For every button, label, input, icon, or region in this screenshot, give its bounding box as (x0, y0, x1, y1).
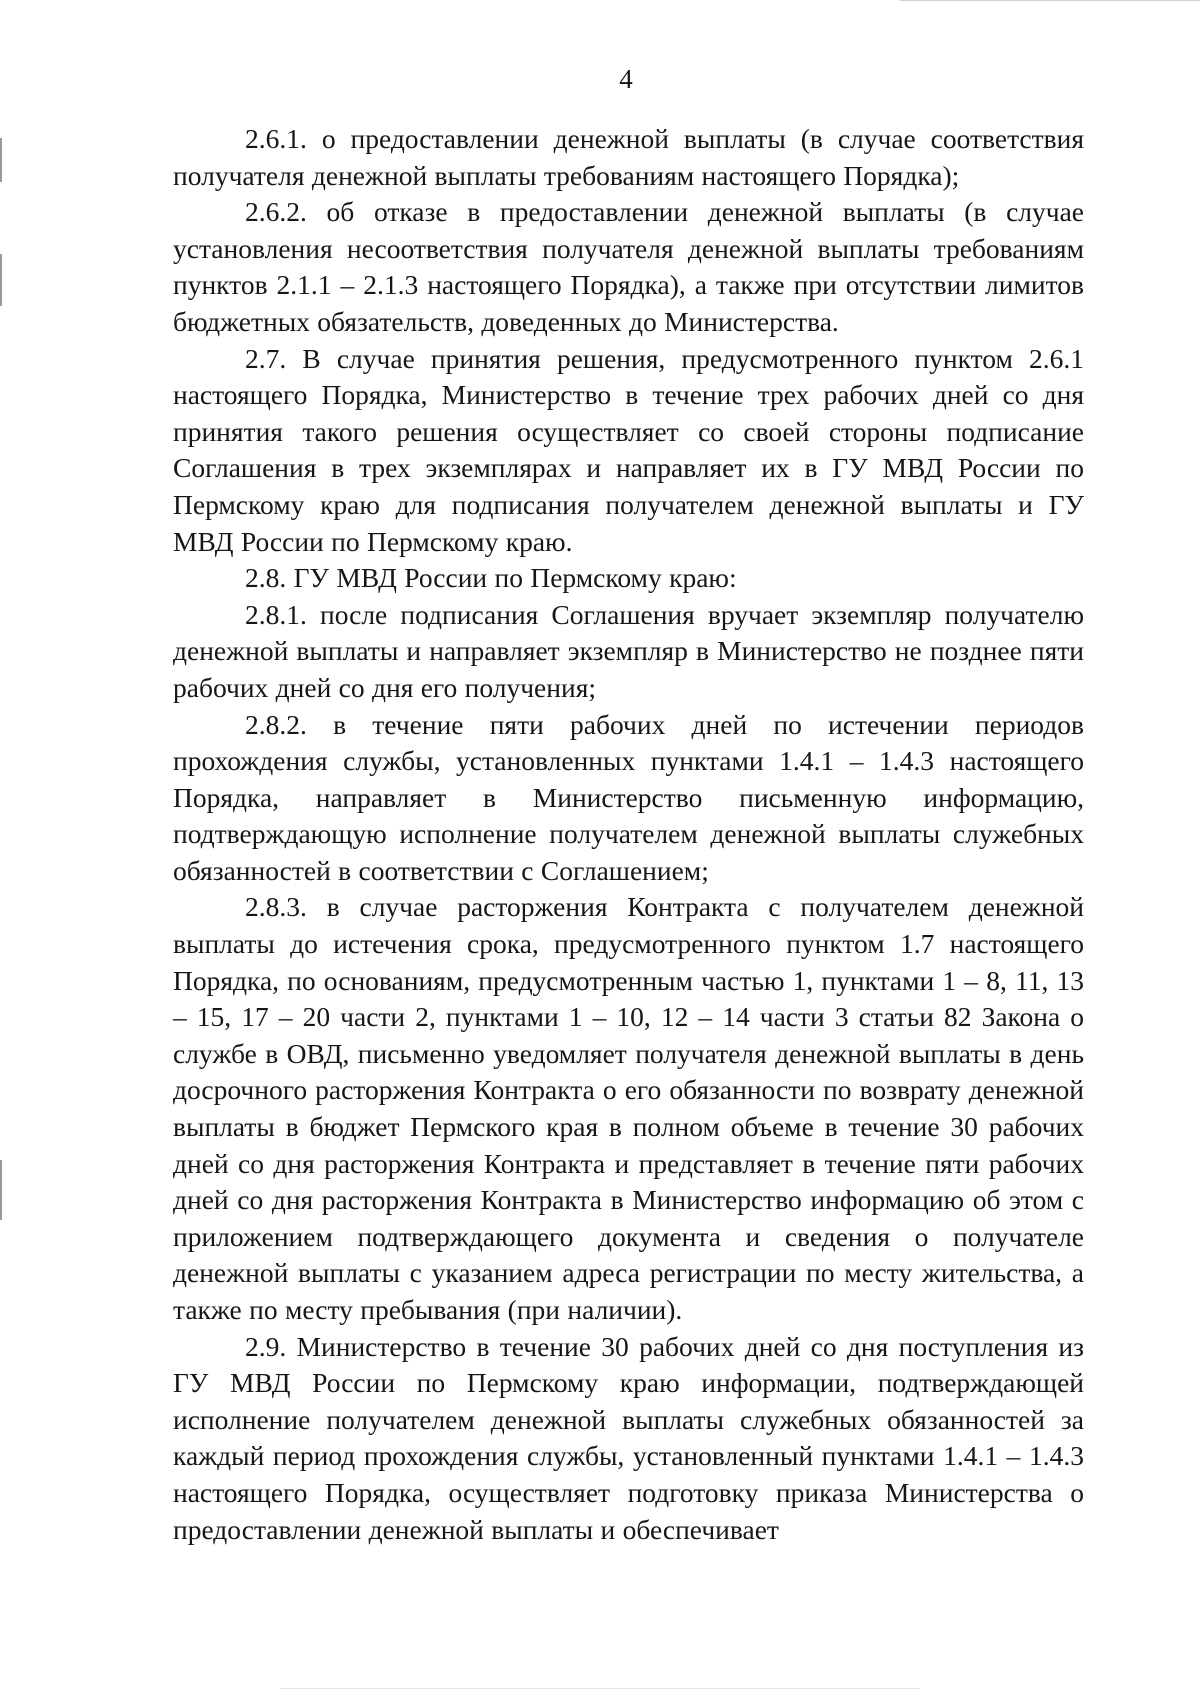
paragraph-2-8-3: 2.8.3. в случае расторжения Контракта с получателем денежной выплаты до истечения срока, предусмотренного пунктом 1.7 настоящего Порядка, по основаниям, предусмотренным частью 1, пунктами 1 – 8, 11, 13 – 15, 17 – 20 части 2, пунктами 1 – 10, 12 – 14 части 3 статьи 82 Закона о службе в ОВД, письменно уведомляет получателя денежной выплаты в день досрочного расторжения Контракта о его обязанности по возврату денежной выплаты в бюджет Пермского края в полном объеме в течение 30 рабочих дней со дня расторжения Контракта и представляет в течение пяти рабочих дней со дня расторжения Контракта в Министерство информацию об этом с приложением подтверждающего документа и сведения о получателе денежной выплаты с указанием адреса регистрации по месту жительства, а также по месту пребывания (при наличии). (173, 891, 1084, 1325)
scan-artifact-left (0, 138, 2, 182)
page-number: 4 (619, 64, 633, 94)
paragraph-2-9: 2.9. Министерство в течение 30 рабочих дней со дня поступления из ГУ МВД России по Пермскому краю информации, подтверждающей исполнение получателем денежной выплаты служебных обязанностей за каждый период прохождения службы, установленный пунктами 1.4.1 – 1.4.3 настоящего Порядка, осуществляет подготовку приказа Министерства о предоставлении денежной выплаты и обеспечивает (173, 1330, 1084, 1545)
scan-artifact-left (0, 254, 2, 306)
paragraph-2-8-2: 2.8.2. в течение пяти рабочих дней по истечении периодов прохождения службы, установленных пунктами 1.4.1 – 1.4.3 настоящего Порядка, направляет в Министерство письменную информацию, подтверждающую исполнение получателем денежной выплаты служебных обязанностей в соответствии с Соглашением; (173, 708, 1084, 886)
paragraph-2-6-2: 2.6.2. об отказе в предоставлении денежной выплаты (в случае установления несоответствия получателя денежной выплаты требованиям пунктов 2.1.1 – 2.1.3 настоящего Порядка), а также при отсутствии лимитов бюджетных обязательств, доведенных до Министерства. (173, 196, 1084, 337)
scan-artifact-left (0, 1160, 2, 1220)
paragraph-2-6-1: 2.6.1. о предоставлении денежной выплаты (в случае соответствия получателя денежной выплаты требованиям настоящего Порядка); (173, 123, 1084, 191)
scan-edge-bottom (280, 1688, 920, 1689)
paragraph-2-7: 2.7. В случае принятия решения, предусмотренного пунктом 2.6.1 настоящего Порядка, Министерство в течение трех рабочих дней со дня принятия такого решения осуществляет со своей стороны подписание Соглашения в трех экземплярах и направляет их в ГУ МВД России по Пермскому краю для подписания получателем денежной выплаты и ГУ МВД России по Пермскому краю. (173, 342, 1084, 557)
paragraph-2-8-1: 2.8.1. после подписания Соглашения вручает экземпляр получателю денежной выплаты и направляет экземпляр в Министерство не позднее пяти рабочих дней со дня его получения; (173, 598, 1084, 703)
paragraph-2-8: 2.8. ГУ МВД России по Пермскому краю: (245, 562, 737, 594)
document-body (173, 121, 1084, 1548)
scan-edge-top (900, 0, 1200, 1)
